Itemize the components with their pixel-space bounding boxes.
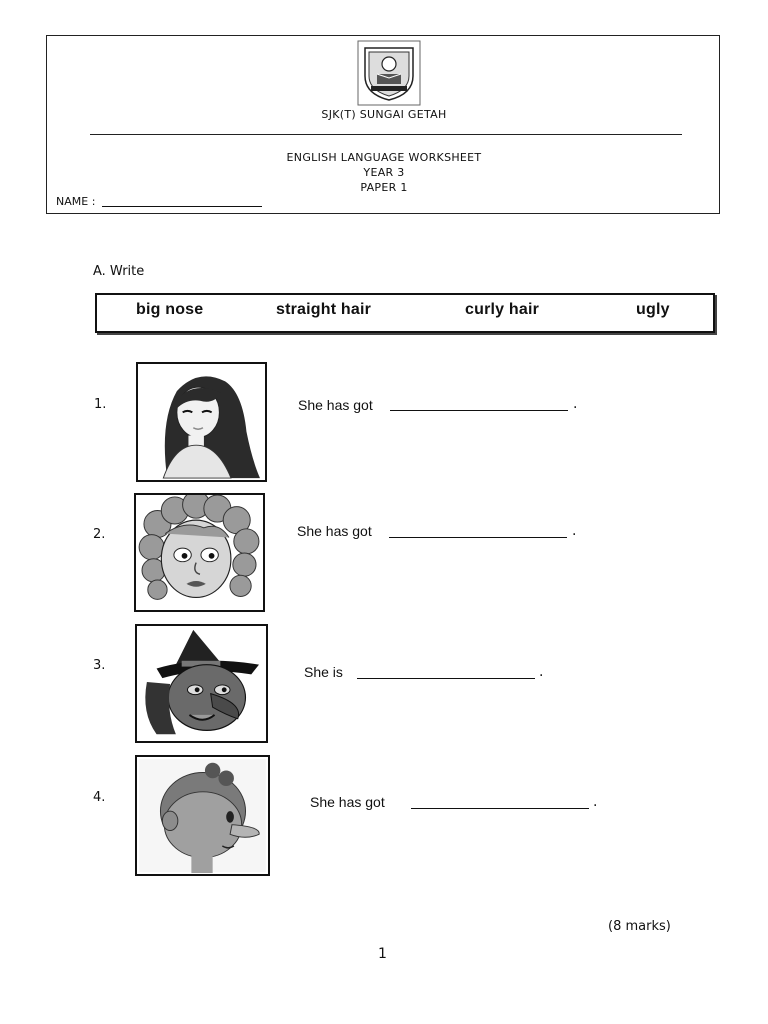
question-number: 1. bbox=[94, 397, 107, 412]
header-divider bbox=[90, 134, 682, 135]
question-prompt: She has got bbox=[298, 397, 373, 413]
marks-total: (8 marks) bbox=[608, 919, 671, 934]
page-number: 1 bbox=[378, 946, 387, 962]
word-bank-item: big nose bbox=[136, 301, 204, 318]
question-prompt: She is bbox=[304, 664, 343, 680]
witch-picture bbox=[135, 624, 268, 743]
answer-blank[interactable] bbox=[390, 410, 568, 411]
worksheet-title: ENGLISH LANGUAGE WORKSHEET bbox=[286, 151, 482, 164]
name-label: NAME : bbox=[56, 195, 96, 208]
question-prompt: She has got bbox=[297, 523, 372, 539]
question-prompt: She has got bbox=[310, 794, 385, 810]
answer-blank[interactable] bbox=[357, 678, 535, 679]
name-blank[interactable] bbox=[102, 206, 262, 207]
question-number: 2. bbox=[93, 527, 106, 542]
section-title: A. Write bbox=[93, 264, 145, 279]
question-number: 3. bbox=[93, 658, 106, 673]
worksheet-year: YEAR 3 bbox=[363, 166, 405, 179]
word-bank-item: straight hair bbox=[276, 301, 372, 318]
girl-curly-hair-picture bbox=[134, 493, 265, 612]
girl-straight-hair-picture bbox=[136, 362, 267, 482]
word-bank-item: ugly bbox=[636, 301, 670, 318]
question-number: 4. bbox=[93, 790, 106, 805]
girl-big-nose-picture bbox=[135, 755, 270, 876]
sentence-end: . bbox=[573, 396, 578, 412]
school-logo-icon bbox=[357, 40, 421, 106]
sentence-end: . bbox=[539, 664, 544, 680]
answer-blank[interactable] bbox=[411, 808, 589, 809]
sentence-end: . bbox=[572, 523, 577, 539]
school-name: SJK(T) SUNGAI GETAH bbox=[321, 108, 447, 121]
worksheet-paper: PAPER 1 bbox=[360, 181, 408, 194]
answer-blank[interactable] bbox=[389, 537, 567, 538]
word-bank-item: curly hair bbox=[465, 301, 540, 318]
sentence-end: . bbox=[593, 794, 598, 810]
